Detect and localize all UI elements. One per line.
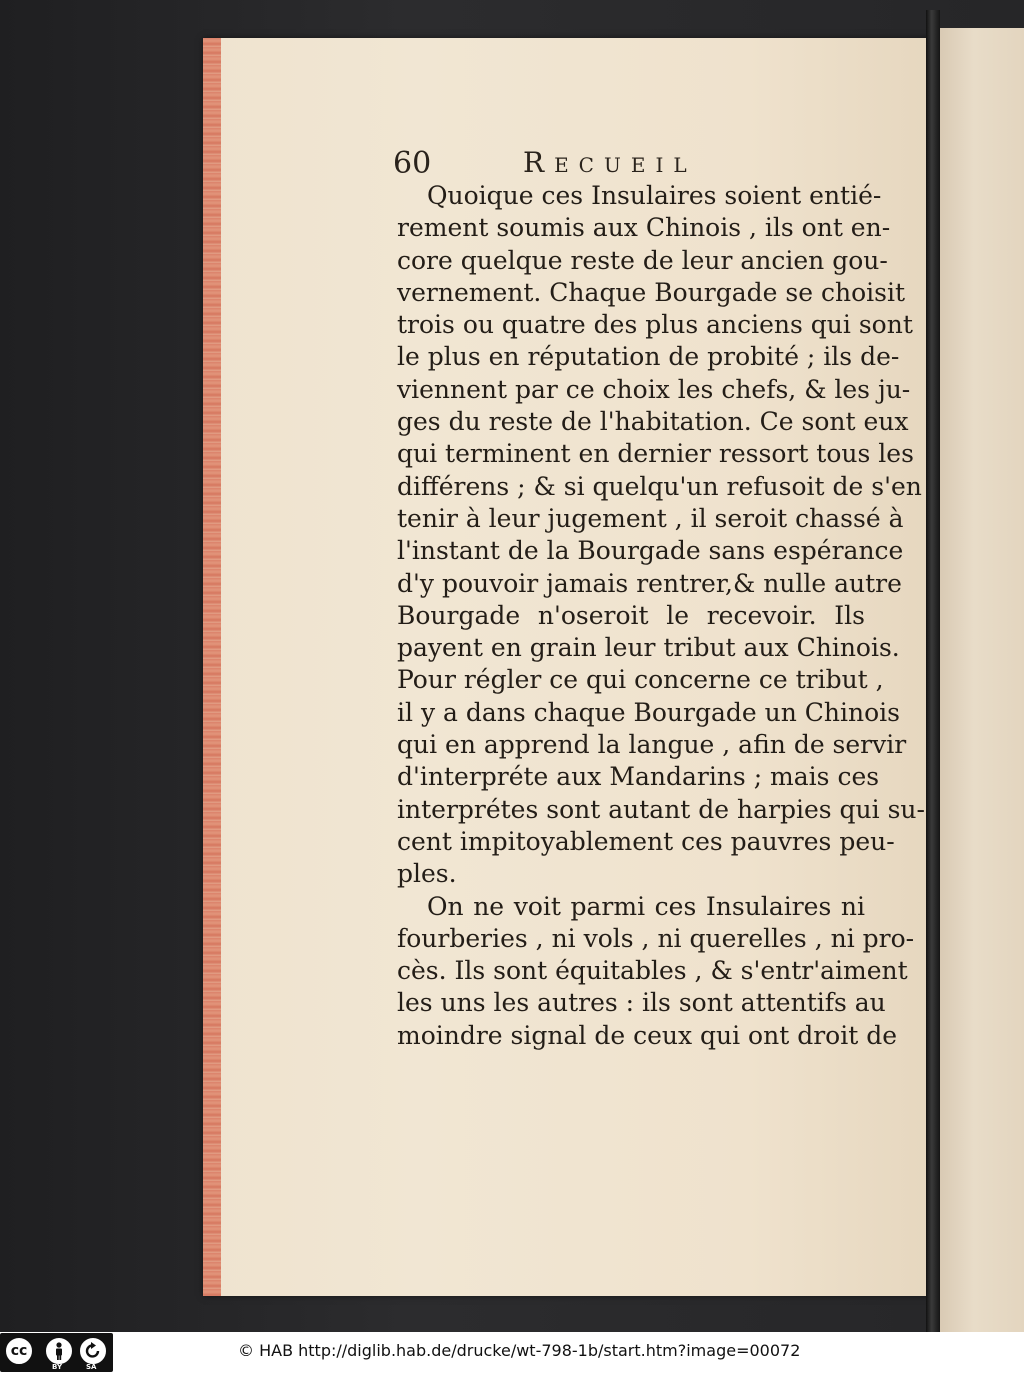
text-line: viennent par ce choix les chefs, & les ju-: [397, 374, 911, 404]
page-body-text: [397, 180, 925, 1052]
cc-by-label: BY: [52, 1363, 63, 1371]
text-line: core quelque reste de leur ancien gou-: [397, 245, 888, 275]
cc-icon: cc: [4, 1336, 34, 1366]
book-page-right-partial: [940, 28, 1024, 1332]
by-person-icon: [44, 1336, 74, 1366]
text-line: moindre signal de ceux qui ont droit de: [397, 1020, 897, 1050]
text-line: vernement. Chaque Bourgade se choisit: [397, 277, 906, 307]
text-line: d'y pouvoir jamais rentrer,& nulle autre: [397, 568, 902, 598]
text-line: Pour régler ce qui concerne ce tribut ,: [397, 665, 884, 695]
text-line: ges du reste de l'habitation. Ce sont eux: [397, 407, 909, 437]
text-line: interprétes sont autant de harpies qui su-: [397, 794, 925, 824]
footer-bar: [0, 1332, 1024, 1373]
text-line: rement soumis aux Chinois , ils ont en-: [397, 213, 891, 243]
running-title: Recueil: [523, 146, 697, 179]
text-line: On ne voit parmi ces Insulaires ni: [427, 891, 865, 921]
text-line: il y a dans chaque Bourgade un Chinois: [397, 697, 900, 727]
text-line: cent impitoyablement ces pauvres peu-: [397, 826, 895, 856]
copyright-url-text[interactable]: © HAB http://diglib.hab.de/drucke/wt-798-1b/start.htm?image=00072: [238, 1341, 801, 1360]
text-line: tenir à leur jugement , il seroit chassé à: [397, 503, 904, 533]
text-line: qui en apprend la langue , afin de servir: [397, 730, 907, 760]
text-line: fourberies , ni vols , ni querelles , ni pro-: [397, 923, 915, 953]
text-line: le plus en réputation de probité ; ils de-: [397, 342, 900, 372]
text-line: Bourgade n'oseroit le recevoir. Ils: [397, 600, 865, 630]
text-line: Quoique ces Insulaires soient entié-: [427, 181, 882, 210]
cc-sa-label: SA: [86, 1363, 97, 1371]
page-number: 60: [393, 146, 432, 181]
book-gutter: [926, 10, 940, 1332]
text-line: d'interpréte aux Mandarins ; mais ces: [397, 762, 880, 792]
text-line: trois ou quatre des plus anciens qui sont: [397, 310, 913, 340]
text-line: ples.: [397, 859, 457, 889]
text-line: qui terminent en dernier ressort tous les: [397, 439, 914, 469]
page-header: [393, 146, 863, 182]
red-page-edge: [203, 38, 221, 1296]
text-line: différens ; & si quelqu'un refusoit de s'en: [397, 471, 922, 501]
text-line: payent en grain leur tribut aux Chinois.: [397, 633, 900, 663]
text-line: l'instant de la Bourgade sans espérance: [397, 536, 904, 566]
cc-license-badge[interactable]: [0, 1333, 113, 1372]
text-line: cès. Ils sont équitables , & s'entr'aiment: [397, 956, 908, 986]
text-line: les uns les autres : ils sont attentifs au: [397, 988, 886, 1018]
sa-share-alike-icon: [78, 1336, 108, 1366]
